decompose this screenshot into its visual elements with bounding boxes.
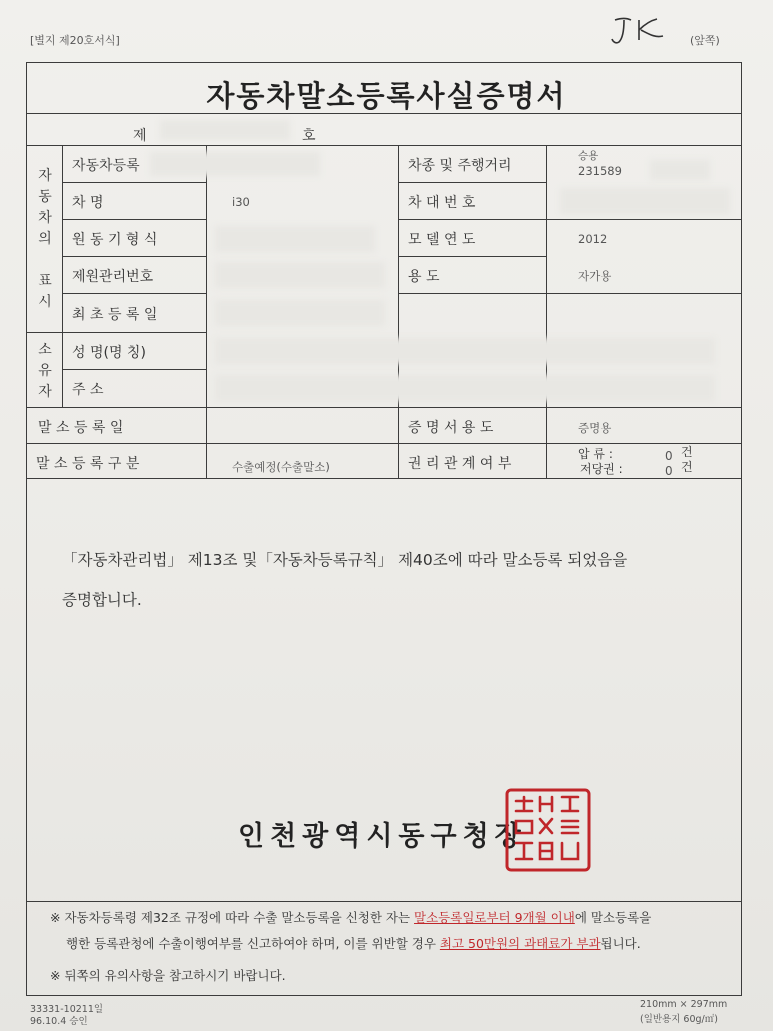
registration-label: 자동차등록 — [72, 158, 140, 174]
divider — [26, 478, 742, 479]
handwritten-initials — [607, 14, 677, 48]
divider — [26, 332, 206, 333]
purpose-label: 증 명 서 용 도 — [408, 420, 494, 436]
usage-label: 용 도 — [408, 269, 440, 285]
note-export-report — [50, 908, 651, 926]
divider — [62, 182, 206, 183]
chassis-label: 차 대 번 호 — [408, 195, 476, 211]
divider — [398, 145, 399, 478]
mortgage-unit: 건 — [681, 460, 693, 474]
address-label: 주 소 — [72, 382, 104, 398]
official-seal — [504, 787, 592, 873]
mileage-value: 231589 — [578, 164, 622, 178]
redacted-spec-number — [215, 262, 385, 288]
note-highlight-penalty: 최고 50만원의 과태료가 부과 — [439, 936, 601, 951]
type-mileage-label: 차종 및 주행거리 — [408, 158, 512, 174]
divider — [62, 256, 206, 257]
divider — [398, 293, 742, 294]
divider — [546, 145, 547, 478]
section-vehicle-display: 자 동 차 의 표 시 — [38, 168, 52, 310]
divider — [26, 901, 742, 902]
redacted-engine-type — [215, 226, 375, 252]
vehicle-type-value: 승용 — [578, 150, 599, 162]
footer-paper-size: 210mm × 297mm — [640, 999, 728, 1010]
footer-paper-weight: (일반용지 60g/㎡) — [640, 1014, 718, 1025]
redacted-address — [215, 375, 715, 401]
divider — [62, 293, 206, 294]
purpose-value: 증명용 — [578, 421, 612, 435]
form-number: [별지 제20호서식] — [30, 34, 120, 47]
redacted-registration-number — [150, 152, 320, 176]
section-owner: 소 유 자 — [38, 342, 52, 400]
seizure-label: 압 류 : — [578, 447, 613, 461]
engine-type-label: 원 동 기 형 식 — [72, 232, 158, 248]
divider — [26, 443, 742, 444]
note-penalty — [66, 934, 641, 952]
doc-number-prefix: 제 — [133, 128, 147, 144]
divider — [398, 182, 546, 183]
divider — [26, 407, 742, 408]
seizure-unit: 건 — [681, 445, 693, 459]
footer-code: 33331-10211일 — [30, 1004, 104, 1015]
mortgage-count: 0 — [665, 464, 673, 478]
car-name-value: i30 — [232, 195, 250, 209]
rights-label: 권 리 관 계 여 부 — [408, 456, 512, 472]
mortgage-label: 저당권 : — [580, 462, 623, 476]
model-year-value: 2012 — [578, 232, 608, 246]
divider — [398, 219, 742, 220]
certification-statement — [62, 540, 722, 620]
divider — [62, 369, 206, 370]
statement-line-1: 「자동차관리법」 제13조 및「자동차등록규칙」 제40조에 따라 말소등록 되었음을 — [62, 551, 628, 569]
deregistration-date-label: 말 소 등 록 일 — [38, 420, 124, 436]
divider — [398, 256, 546, 257]
redacted-number — [160, 120, 290, 140]
note-text: ※ 자동차등록령 제32조 규정에 따라 수출 말소등록을 신청한 자는 — [50, 910, 415, 925]
document-title: 자동차말소등록사실증명서 — [206, 79, 567, 113]
redacted-owner-name — [215, 338, 715, 364]
statement-line-2: 증명합니다. — [62, 591, 142, 609]
seizure-count: 0 — [665, 449, 673, 463]
note-text: 에 말소등록을 — [574, 910, 652, 925]
spec-number-label: 제원관리번호 — [72, 269, 154, 285]
model-year-label: 모 델 연 도 — [408, 232, 476, 248]
redacted-mileage — [650, 160, 710, 180]
note-text: 됩니다. — [600, 936, 641, 951]
issuer-name: 인천광역시동구청장 — [238, 821, 527, 852]
deregistration-type-value: 수출예정(수출말소) — [232, 460, 330, 474]
divider — [206, 145, 207, 478]
page-side-label: (앞쪽) — [690, 34, 720, 47]
divider — [62, 145, 63, 407]
car-name-label: 차 명 — [72, 195, 104, 211]
divider — [26, 145, 742, 146]
doc-number-suffix: 호 — [302, 128, 316, 144]
redacted-first-registration — [215, 300, 385, 326]
divider — [26, 113, 742, 114]
divider — [62, 219, 206, 220]
footer-approval: 96.10.4 승인 — [30, 1016, 88, 1027]
redacted-chassis-number — [560, 188, 730, 214]
owner-name-label: 성 명(명 칭) — [72, 345, 146, 361]
note-highlight-deadline: 말소등록일로부터 9개월 이내 — [414, 910, 575, 925]
note-see-back: ※ 뒤쪽의 유의사항을 참고하시기 바랍니다. — [50, 968, 286, 983]
note-text: 행한 등록관청에 수출이행여부를 신고하여야 하며, 이를 위반할 경우 — [66, 936, 440, 951]
usage-value: 자가용 — [578, 269, 612, 283]
deregistration-type-label: 말 소 등 록 구 분 — [36, 456, 140, 472]
first-registration-label: 최 초 등 록 일 — [72, 307, 158, 323]
